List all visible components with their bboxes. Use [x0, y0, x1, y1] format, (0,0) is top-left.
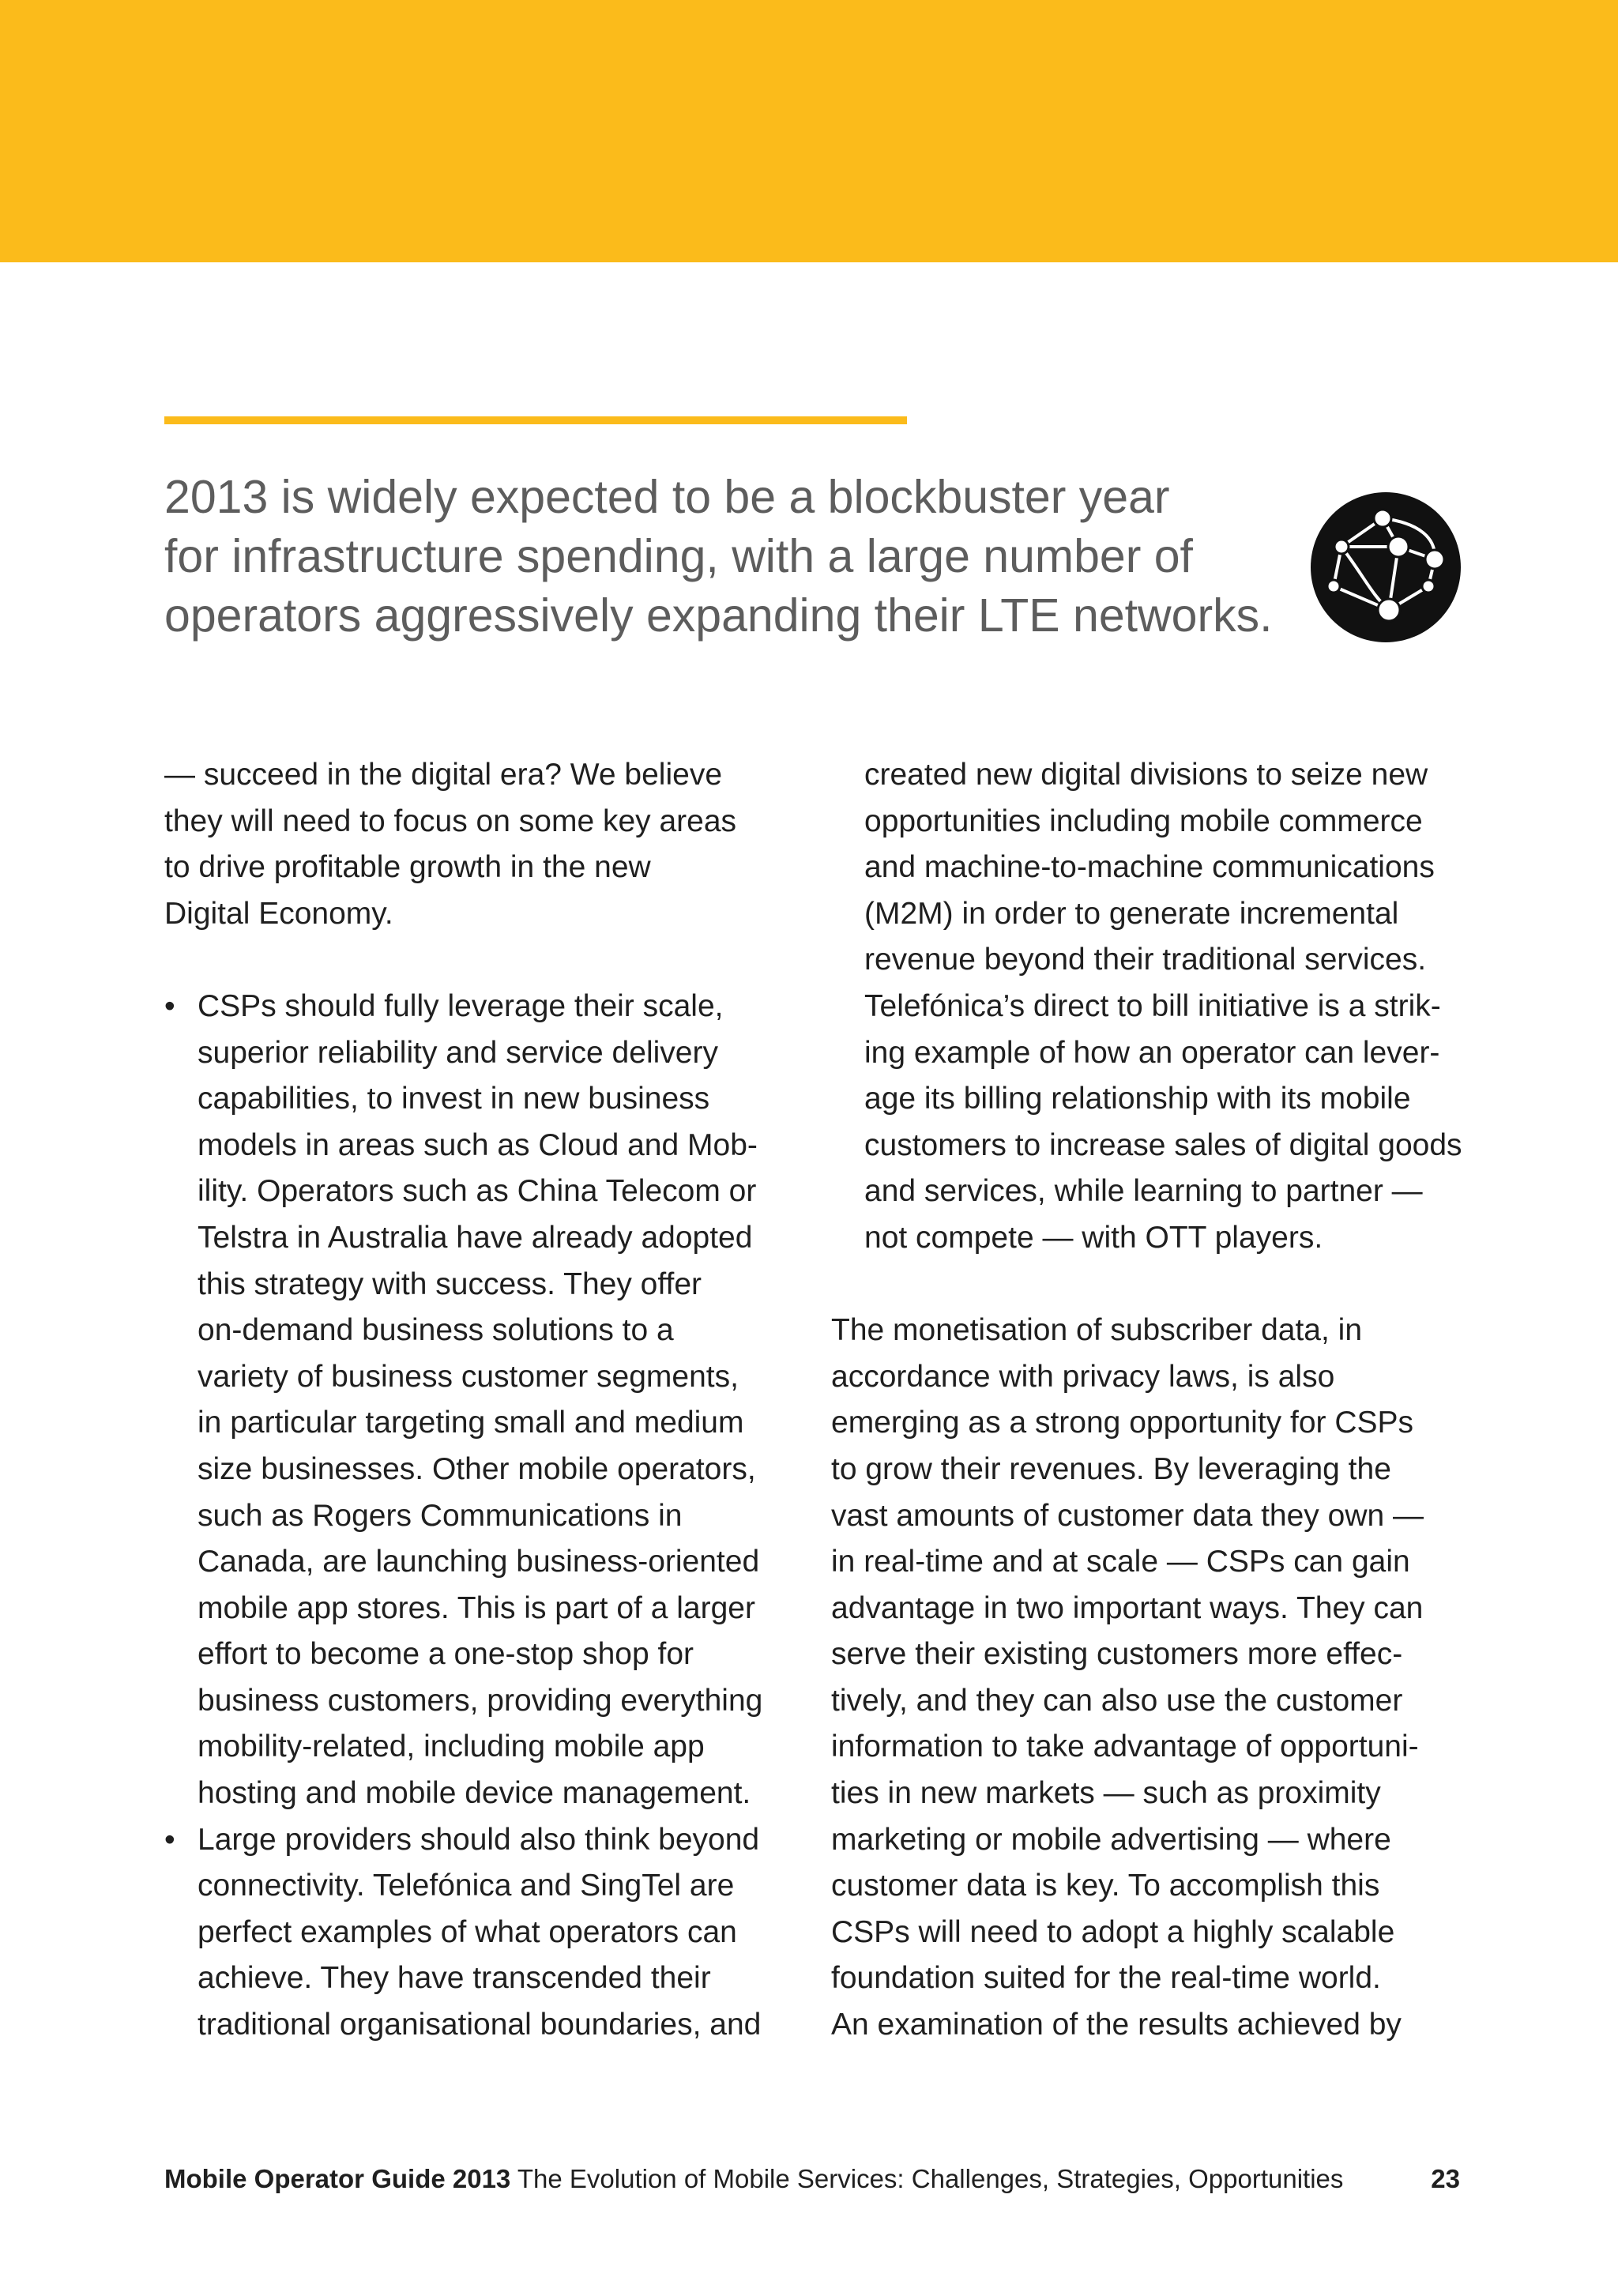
accent-rule: [164, 416, 907, 424]
text-line: business customers, providing everything: [198, 1683, 763, 1718]
text-line: Digital Economy.: [164, 896, 393, 931]
network-globe-icon: [1310, 491, 1462, 643]
text-line: vast amounts of customer data they own —: [831, 1498, 1424, 1533]
text-line: to drive profitable growth in the new: [164, 850, 651, 885]
text-line: Canada, are launching business-oriented: [198, 1545, 760, 1579]
text-line: customers to increase sales of digital goods: [864, 1127, 1462, 1162]
text-line: achieve. They have transcended their: [198, 1961, 711, 1996]
text-line: The monetisation of subscriber data, in: [831, 1313, 1363, 1348]
text-line: size businesses. Other mobile operators,: [198, 1451, 756, 1486]
text-line: marketing or mobile advertising — where: [831, 1822, 1391, 1857]
text-line: to grow their revenues. By leveraging the: [831, 1451, 1391, 1486]
text-line: perfect examples of what operators can: [198, 1914, 737, 1949]
text-line: this strategy with success. They offer: [198, 1267, 702, 1301]
text-line: such as Rogers Communications in: [198, 1498, 683, 1533]
text-line: tively, and they can also use the customer: [831, 1683, 1403, 1718]
text-line: mobility-related, including mobile app: [198, 1730, 705, 1764]
text-line: mobile app stores. This is part of a larger: [198, 1590, 755, 1625]
text-line: advantage in two important ways. They can: [831, 1590, 1424, 1625]
text-line: connectivity. Telefónica and SingTel are: [198, 1869, 735, 1903]
bullet-marker: •: [164, 1822, 175, 1857]
continued-bullet-text: [831, 752, 1463, 1262]
text-line: variety of business customer segments,: [198, 1359, 739, 1394]
text-line: serve their existing customers more effec-: [831, 1637, 1403, 1672]
text-line: CSPs should fully leverage their scale,: [198, 988, 724, 1023]
text-line: capabilities, to invest in new business: [198, 1082, 710, 1116]
footer-subtitle: The Evolution of Mobile Services: Challenges, Strategies, Opportunities: [517, 2164, 1344, 2193]
text-line: created new digital divisions to seize new: [864, 758, 1428, 792]
text-line: accordance with privacy laws, is also: [831, 1359, 1335, 1394]
text-line: age its billing relationship with its mobile: [864, 1082, 1411, 1116]
text-line: Large providers should also think beyond: [198, 1822, 760, 1857]
text-line: information to take advantage of opportuni-: [831, 1730, 1419, 1764]
text-line: An examination of the results achieved by: [831, 2008, 1402, 2042]
pull-quote-line: 2013 is widely expected to be a blockbuster year: [164, 471, 1170, 523]
text-line: not compete — with OTT players.: [864, 1220, 1323, 1255]
text-line: CSPs will need to adopt a highly scalable: [831, 1914, 1395, 1949]
text-line: superior reliability and service delivery: [198, 1035, 718, 1070]
text-line: on-demand business solutions to a: [198, 1313, 674, 1348]
text-line: ility. Operators such as China Telecom or: [198, 1174, 757, 1209]
page-footer: [164, 2159, 1460, 2199]
bullet-item: [164, 1817, 796, 2049]
text-line: Telefónica’s direct to bill initiative is a strik-: [864, 988, 1441, 1023]
text-line: in particular targeting small and medium: [198, 1406, 744, 1440]
text-line: Telstra in Australia have already adopted: [198, 1220, 753, 1255]
text-line: effort to become a one-stop shop for: [198, 1637, 694, 1672]
text-line: traditional organisational boundaries, and: [198, 2008, 762, 2042]
text-line: foundation suited for the real-time world.: [831, 1961, 1381, 1996]
text-line: customer data is key. To accomplish this: [831, 1869, 1380, 1903]
right-column: [831, 752, 1463, 2049]
left-column: [164, 752, 796, 2049]
text-line: hosting and mobile device management.: [198, 1776, 751, 1811]
text-line: revenue beyond their traditional services.: [864, 943, 1427, 977]
pull-quote-line: for infrastructure spending, with a large number of: [164, 530, 1193, 582]
data-monetisation-paragraph: [831, 1308, 1463, 2049]
text-line: and services, while learning to partner —: [864, 1174, 1423, 1209]
intro-paragraph: [164, 752, 796, 937]
bullet-marker: •: [164, 988, 175, 1023]
text-line: ing example of how an operator can lever-: [864, 1035, 1440, 1070]
text-line: (M2M) in order to generate incremental: [864, 896, 1399, 931]
header-color-band: [0, 0, 1618, 262]
bullet-list: [164, 984, 796, 2049]
pull-quote: [164, 468, 1318, 646]
pull-quote-line: operators aggressively expanding their LTE networks.: [164, 589, 1273, 642]
page-number: 23: [1431, 2164, 1460, 2193]
text-line: they will need to focus on some key areas: [164, 804, 737, 838]
text-line: emerging as a strong opportunity for CSPs: [831, 1406, 1414, 1440]
text-line: models in areas such as Cloud and Mob-: [198, 1127, 758, 1162]
text-line: opportunities including mobile commerce: [864, 804, 1423, 838]
text-line: ties in new markets — such as proximity: [831, 1776, 1381, 1811]
footer-guide-title: Mobile Operator Guide 2013: [164, 2164, 511, 2193]
text-line: — succeed in the digital era? We believe: [164, 758, 723, 792]
text-line: and machine-to-machine communications: [864, 850, 1435, 885]
text-line: in real-time and at scale — CSPs can gain: [831, 1545, 1410, 1579]
bullet-item: [164, 984, 796, 1817]
